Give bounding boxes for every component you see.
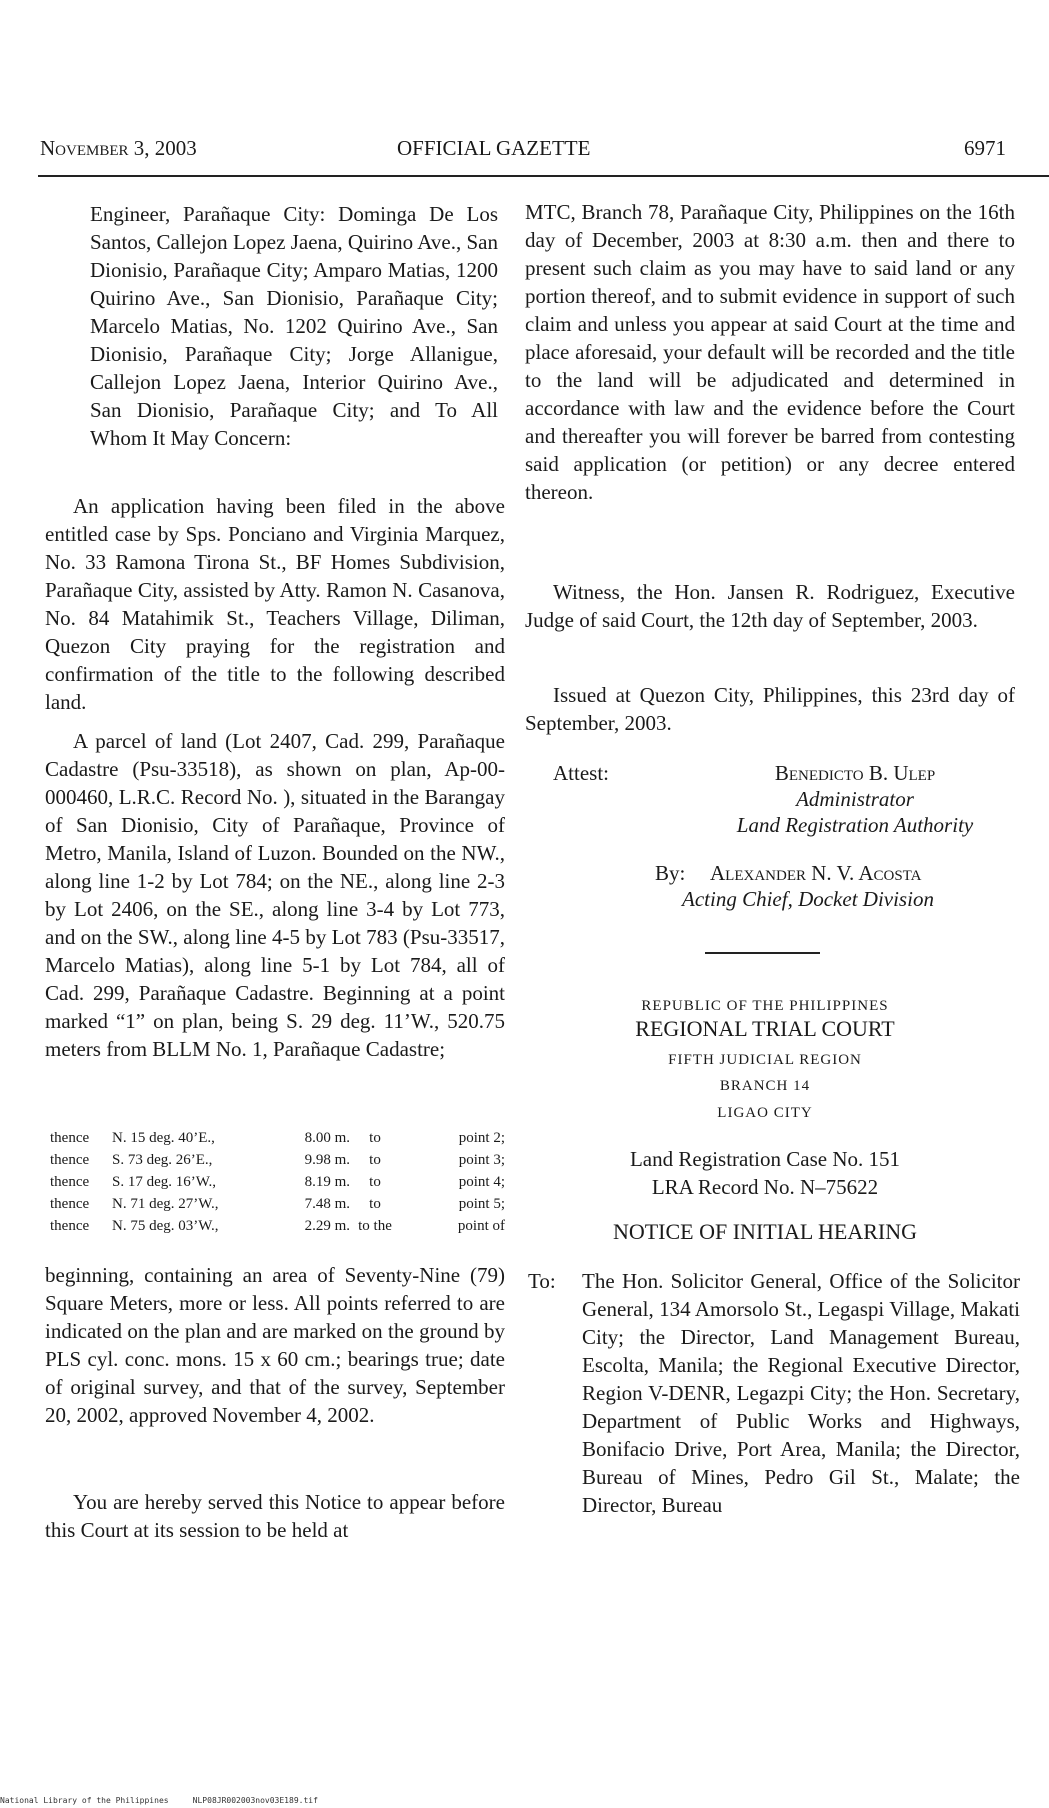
lra-record-number: LRA Record No. N–75622 — [651, 1175, 879, 1199]
parcel-paragraph: A parcel of land (Lot 2407, Cad. 299, Parañaque Cadastre (Psu-33518), as shown on plan, Ap-00-000460, L.R.C. Record No. ), situated in the Barangay of San Dionisio, City of Parañaque, Province of Metro, Manila, Island of Luzon. Bounded on the NW., along line 1-2 by Lot 784; on the NE., along line 2-3 by Lot 2406, on the SE., along line 3-4 by Lot 773, and on the SW., along line 4-5 by Lot 783 (Psu-33517, Marcelo Matias), along line 5-1 by Lot 784, all of Cad. 299, Parañaque Cadastre. Beginning at a point marked “1” on plan, being S. 29 deg. 11’W., 520.75 meters from BLLM No. 1, Parañaque Cadastre; — [45, 729, 505, 1061]
addressee-block: Engineer, Parañaque City: Dominga De Los Santos, Callejon Lopez Jaena, Quirino Ave., San Dionisio, Parañaque City; Amparo Matias, 1200 Quirino Ave., San Dionisio, Parañaque City; Marcelo Matias, No. 1202 Quirino Ave., San Dionisio, Parañaque City; Jorge Allanigue, Callejon Lopez Jaena, Interior Quirino Ave., San Dionisio, Parañaque City; and To All Whom It May Concern: — [90, 202, 498, 450]
city-heading: LIGAO CITY — [717, 1105, 813, 1121]
thence-row: thence N. 15 deg. 40’E., 8.00 m. to point 2; — [50, 1130, 505, 1146]
issued-paragraph: Issued at Quezon City, Philippines, this 23rd day of September, 2003. — [525, 683, 1015, 735]
witness-paragraph: Witness, the Hon. Jansen R. Rodriguez, Executive Judge of said Court, the 12th day of September, 2003. — [525, 580, 1015, 632]
attest-authority: Land Registration Authority — [736, 813, 974, 837]
to-label: To: — [528, 1269, 556, 1293]
thence-row: thence S. 17 deg. 16’W., 8.19 m. to point 4; — [50, 1174, 505, 1190]
to-body: The Hon. Solicitor General, Office of the Solicitor General, 134 Amorsolo St., Legaspi Village, Makati City; the Director, Land Management Bureau, Escolta, Manila; the Regional Executive Director, Region V-DENR, Legazpi City; the Hon. Secretary, Department of Public Works and Highways, Bonifacio Drive, Port Area, Manila; the Director, Bureau of Mines, Pedro Gil St., Malate; the Director, Bureau — [582, 1269, 1020, 1517]
continuation-paragraph: MTC, Branch 78, Parañaque City, Philippines on the 16th day of December, 2003 at 8:30 a.m. then and there to present such claim as you may have to said land or any portion thereof, and to submit evidence in support of such claim and unless you appear at said Court at the time and place aforesaid, your default will be recorded and the title to the land will be adjudicated and determined in accordance with law and the evidence before the Court and thereafter you will forever be barred from contesting said application (or petition) or any decree entered thereon. — [525, 200, 1015, 504]
by-label: By: — [655, 861, 686, 885]
thence-table — [50, 1127, 505, 1237]
library-name: National Library of the Philippines — [0, 1796, 169, 1805]
file-name: NLP08JR002003nov03E189.tif — [192, 1796, 318, 1805]
header-title: OFFICIAL GAZETTE — [397, 136, 591, 160]
thence-row: thence N. 71 deg. 27’W., 7.48 m. to point 5; — [50, 1196, 505, 1212]
header-date: November 3, 2003 — [40, 136, 197, 160]
notice-title: NOTICE OF INITIAL HEARING — [612, 1219, 918, 1244]
case-number: Land Registration Case No. 151 — [629, 1147, 901, 1171]
by-title: Acting Chief, Docket Division — [682, 887, 934, 911]
header-rule — [38, 175, 1049, 177]
section-divider — [705, 952, 820, 954]
attest-name: Benedicto B. Ulep — [774, 761, 936, 785]
attest-label: Attest: — [553, 761, 609, 785]
by-name: Alexander N. V. Acosta — [710, 861, 922, 885]
attest-title: Administrator — [796, 787, 914, 811]
branch-heading: BRANCH 14 — [719, 1078, 811, 1094]
thence-row: thence S. 73 deg. 26’E., 9.98 m. to point 3; — [50, 1152, 505, 1168]
region-heading: FIFTH JUDICIAL REGION — [668, 1052, 862, 1068]
thence-row: thence N. 75 deg. 03’W., 2.29 m. to the point of — [50, 1218, 505, 1234]
republic-heading: REPUBLIC OF THE PHILIPPINES — [641, 998, 889, 1014]
court-heading: REGIONAL TRIAL COURT — [635, 1016, 895, 1041]
scan-footer — [0, 1796, 318, 1805]
served-paragraph: You are hereby served this Notice to appear before this Court at its session to be held at — [45, 1490, 505, 1542]
beginning-paragraph: beginning, containing an area of Seventy-Nine (79) Square Meters, more or less. All points referred to are indicated on the plan and are marked on the ground by PLS cyl. conc. mons. 15 x 60 cm.; bearings true; date of original survey, and that of the survey, September 20, 2002, approved November 4, 2002. — [45, 1263, 505, 1427]
application-paragraph: An application having been filed in the above entitled case by Sps. Ponciano and Virginia Marquez, No. 33 Ramona Tirona St., BF Homes Subdivision, Parañaque City, assisted by Atty. Ramon N. Casanova, No. 84 Matahimik St., Teachers Village, Diliman, Quezon City praying for the registration and confirmation of the title to the following described land. — [45, 494, 505, 714]
page-number: 6971 — [964, 136, 1006, 160]
